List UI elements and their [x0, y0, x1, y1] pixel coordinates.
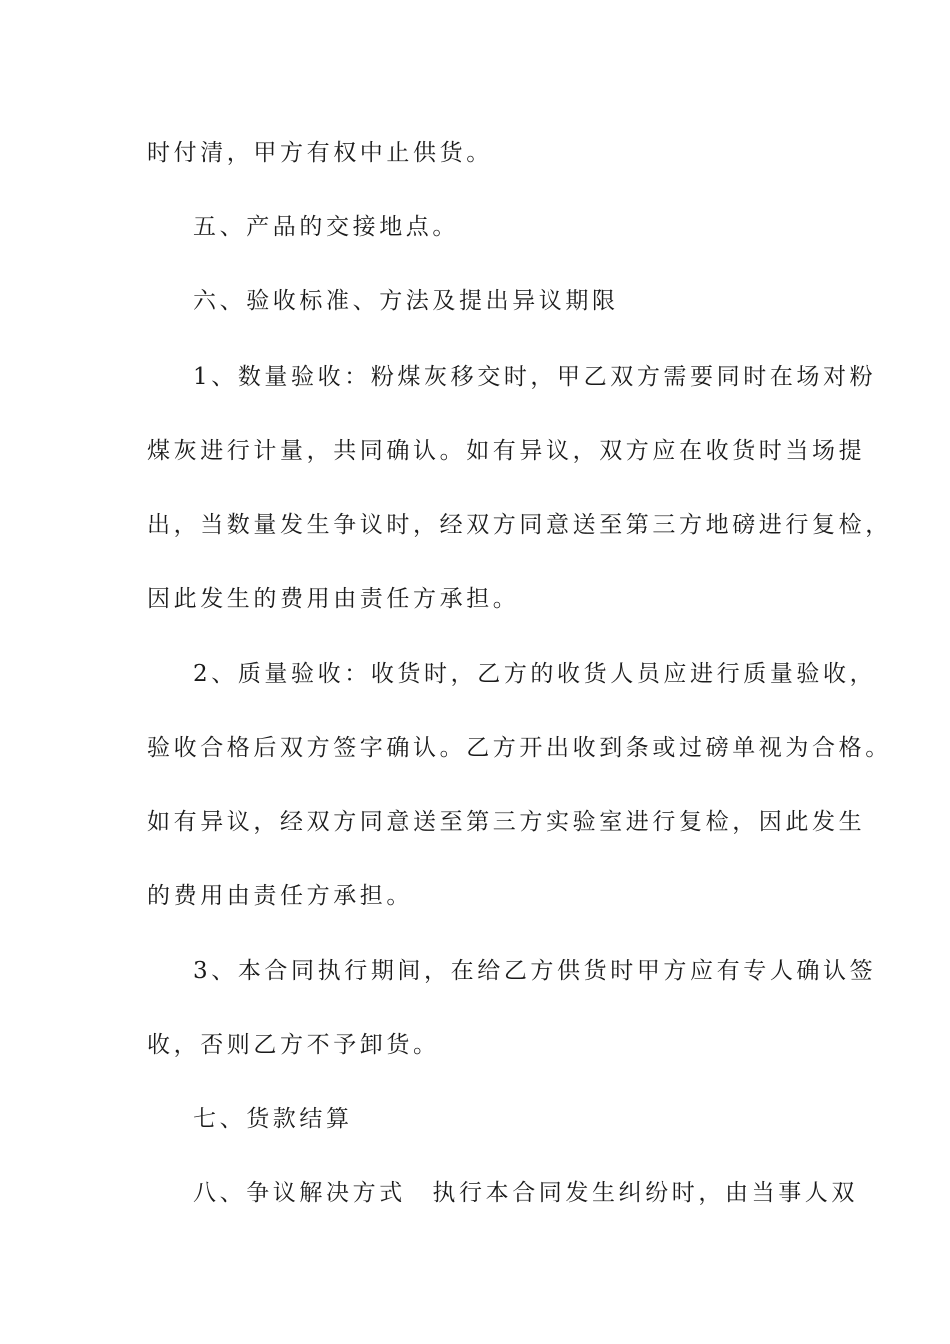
section-heading: 六、验收标准、方法及提出异议期限	[193, 288, 619, 314]
section-heading: 五、产品的交接地点。	[193, 214, 459, 240]
text-line: 出，当数量发生争议时，经双方同意送至第三方地磅进行复检，	[147, 512, 892, 538]
text-line: 如有异议，经双方同意送至第三方实验室进行复检，因此发生	[147, 809, 866, 835]
text-line: 的费用由责任方承担。	[147, 883, 413, 909]
text-line: 2、质量验收：收货时，乙方的收货人员应进行质量验收，	[193, 661, 877, 687]
text-line: 1、数量验收：粉煤灰移交时，甲乙双方需要同时在场对粉	[193, 364, 877, 390]
text-line: 收，否则乙方不予卸货。	[147, 1032, 440, 1058]
text-line: 验收合格后双方签字确认。乙方开出收到条或过磅单视为合格。	[147, 735, 892, 761]
text-line: 时付清，甲方有权中止供货。	[147, 140, 493, 166]
text-line: 煤灰进行计量，共同确认。如有异议，双方应在收货时当场提	[147, 438, 866, 464]
section-heading: 八、争议解决方式 执行本合同发生纠纷时，由当事人双	[193, 1180, 858, 1206]
text-line: 3、本合同执行期间，在给乙方供货时甲方应有专人确认签	[193, 958, 877, 984]
section-heading: 七、货款结算	[193, 1106, 353, 1132]
text-line: 因此发生的费用由责任方承担。	[147, 586, 520, 612]
